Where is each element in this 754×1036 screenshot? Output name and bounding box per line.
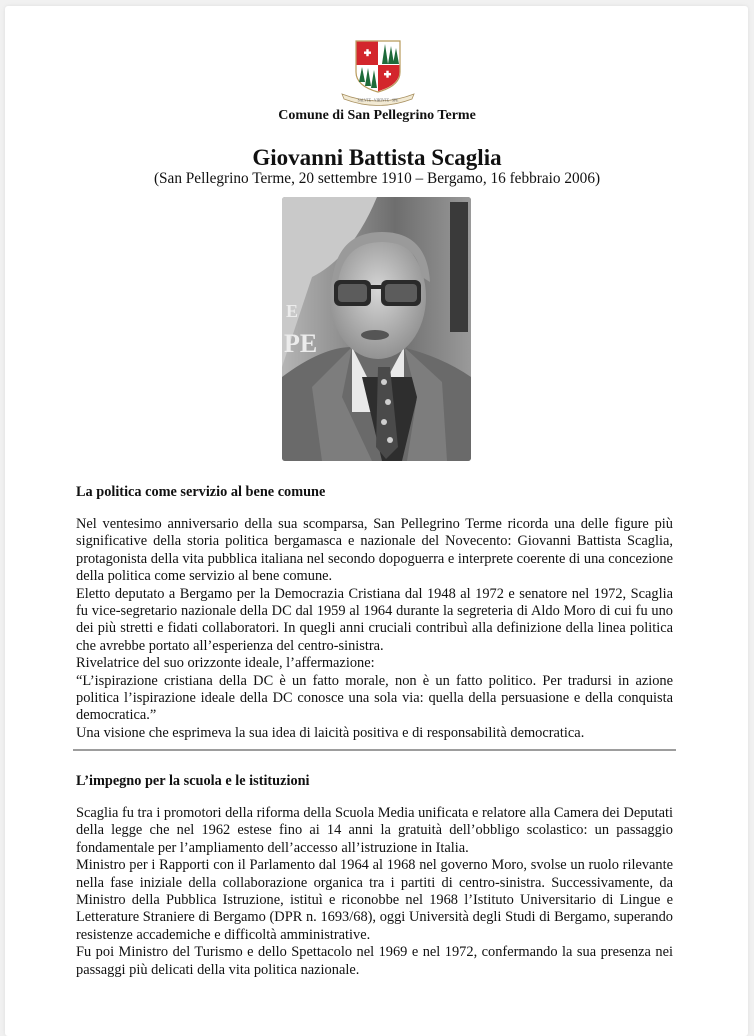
svg-text:E: E (286, 301, 299, 321)
page-title: Giovanni Battista Scaglia (252, 145, 502, 170)
coat-of-arms-icon (338, 36, 418, 108)
section-body-politics (76, 516, 673, 742)
paragraph: Fu poi Ministro del Turismo e dello Spettacolo nel 1969 e nel 1972, confermando la sua presenza nei passaggi più delicati della vita politica nazionale. (76, 944, 673, 978)
birth-death-dates: (San Pellegrino Terme, 20 settembre 1910 – Bergamo, 16 febbraio 2006) (153, 170, 601, 187)
section-divider (73, 749, 676, 751)
paragraph: Una visione che esprimeva la sua idea di laicità positiva e di responsabilità democratica. (76, 724, 585, 741)
svg-text:PE: PE (284, 329, 318, 358)
portrait-image (282, 197, 471, 461)
paragraph: Nel ventesimo anniversario della sua scomparsa, San Pellegrino Terme ricorda una delle figure più significative della storia politica bergamasca e nazionale del Novecento: Giovanni Battista Scaglia, protagonista della vita pubblica italiana nel secondo dopoguerra e interprete coerente di una concezione della politica come servizio al bene comune. (76, 516, 673, 585)
section-heading-politics: La politica come servizio al bene comune (76, 484, 326, 500)
paragraph: Eletto deputato a Bergamo per la Democrazia Cristiana dal 1948 al 1972 e senatore nel 1972, Scaglia fu vice-segretario nazionale della DC dal 1959 al 1964 durante la segreteria di Aldo Moro di cui fu uno dei più stretti e fidati collaboratori. In quegli anni cruciali contribuì alla definizione della linea politica che avrebbe portato all’esperienza del centro-sinistra. (76, 585, 673, 654)
svg-text:SALVTE · VIRTVTE · SPE: SALVTE · VIRTVTE · SPE (357, 98, 399, 103)
section-body-school (76, 805, 673, 979)
municipality-name: Comune di San Pellegrino Terme (278, 108, 476, 123)
paragraph: Scaglia fu tra i promotori della riforma della Scuola Media unificata e relatore alla Camera dei Deputati della legge che nel 1962 estese fino ai 14 anni la gratuità dell’obbligo scolastico: un passaggio fondamentale per l’ampliamento dell’accesso all’istruzione in Italia. (76, 805, 673, 856)
portrait-photo (282, 197, 471, 461)
section-heading-school: L’impegno per la scuola e le istituzioni (76, 773, 310, 789)
paragraph: Ministro per i Rapporti con il Parlamento dal 1964 al 1968 nel governo Moro, svolse un ruolo rilevante nella fase iniziale della collaborazione organica tra i partiti di centro-sinistra. Successivamente, da Ministro della Pubblica Istruzione, istituì e riconobbe nel 1968 l’Istituto Universitario di Lingue e Letterature Straniere di Bergamo (DPR n. 1693/68), oggi Università degli Studi di Bergamo, superando resistenze accademiche e difficoltà amministrative. (76, 857, 673, 943)
paragraph: Rivelatrice del suo orizzonte ideale, l’affermazione: (76, 655, 375, 672)
quote-paragraph: “L’ispirazione cristiana della DC è un fatto morale, non è un fatto politico. Per tradursi in azione politica l’ispirazione ideale della DC conosce una sola via: quella della persuasione e della conquista democratica.” (76, 672, 673, 724)
